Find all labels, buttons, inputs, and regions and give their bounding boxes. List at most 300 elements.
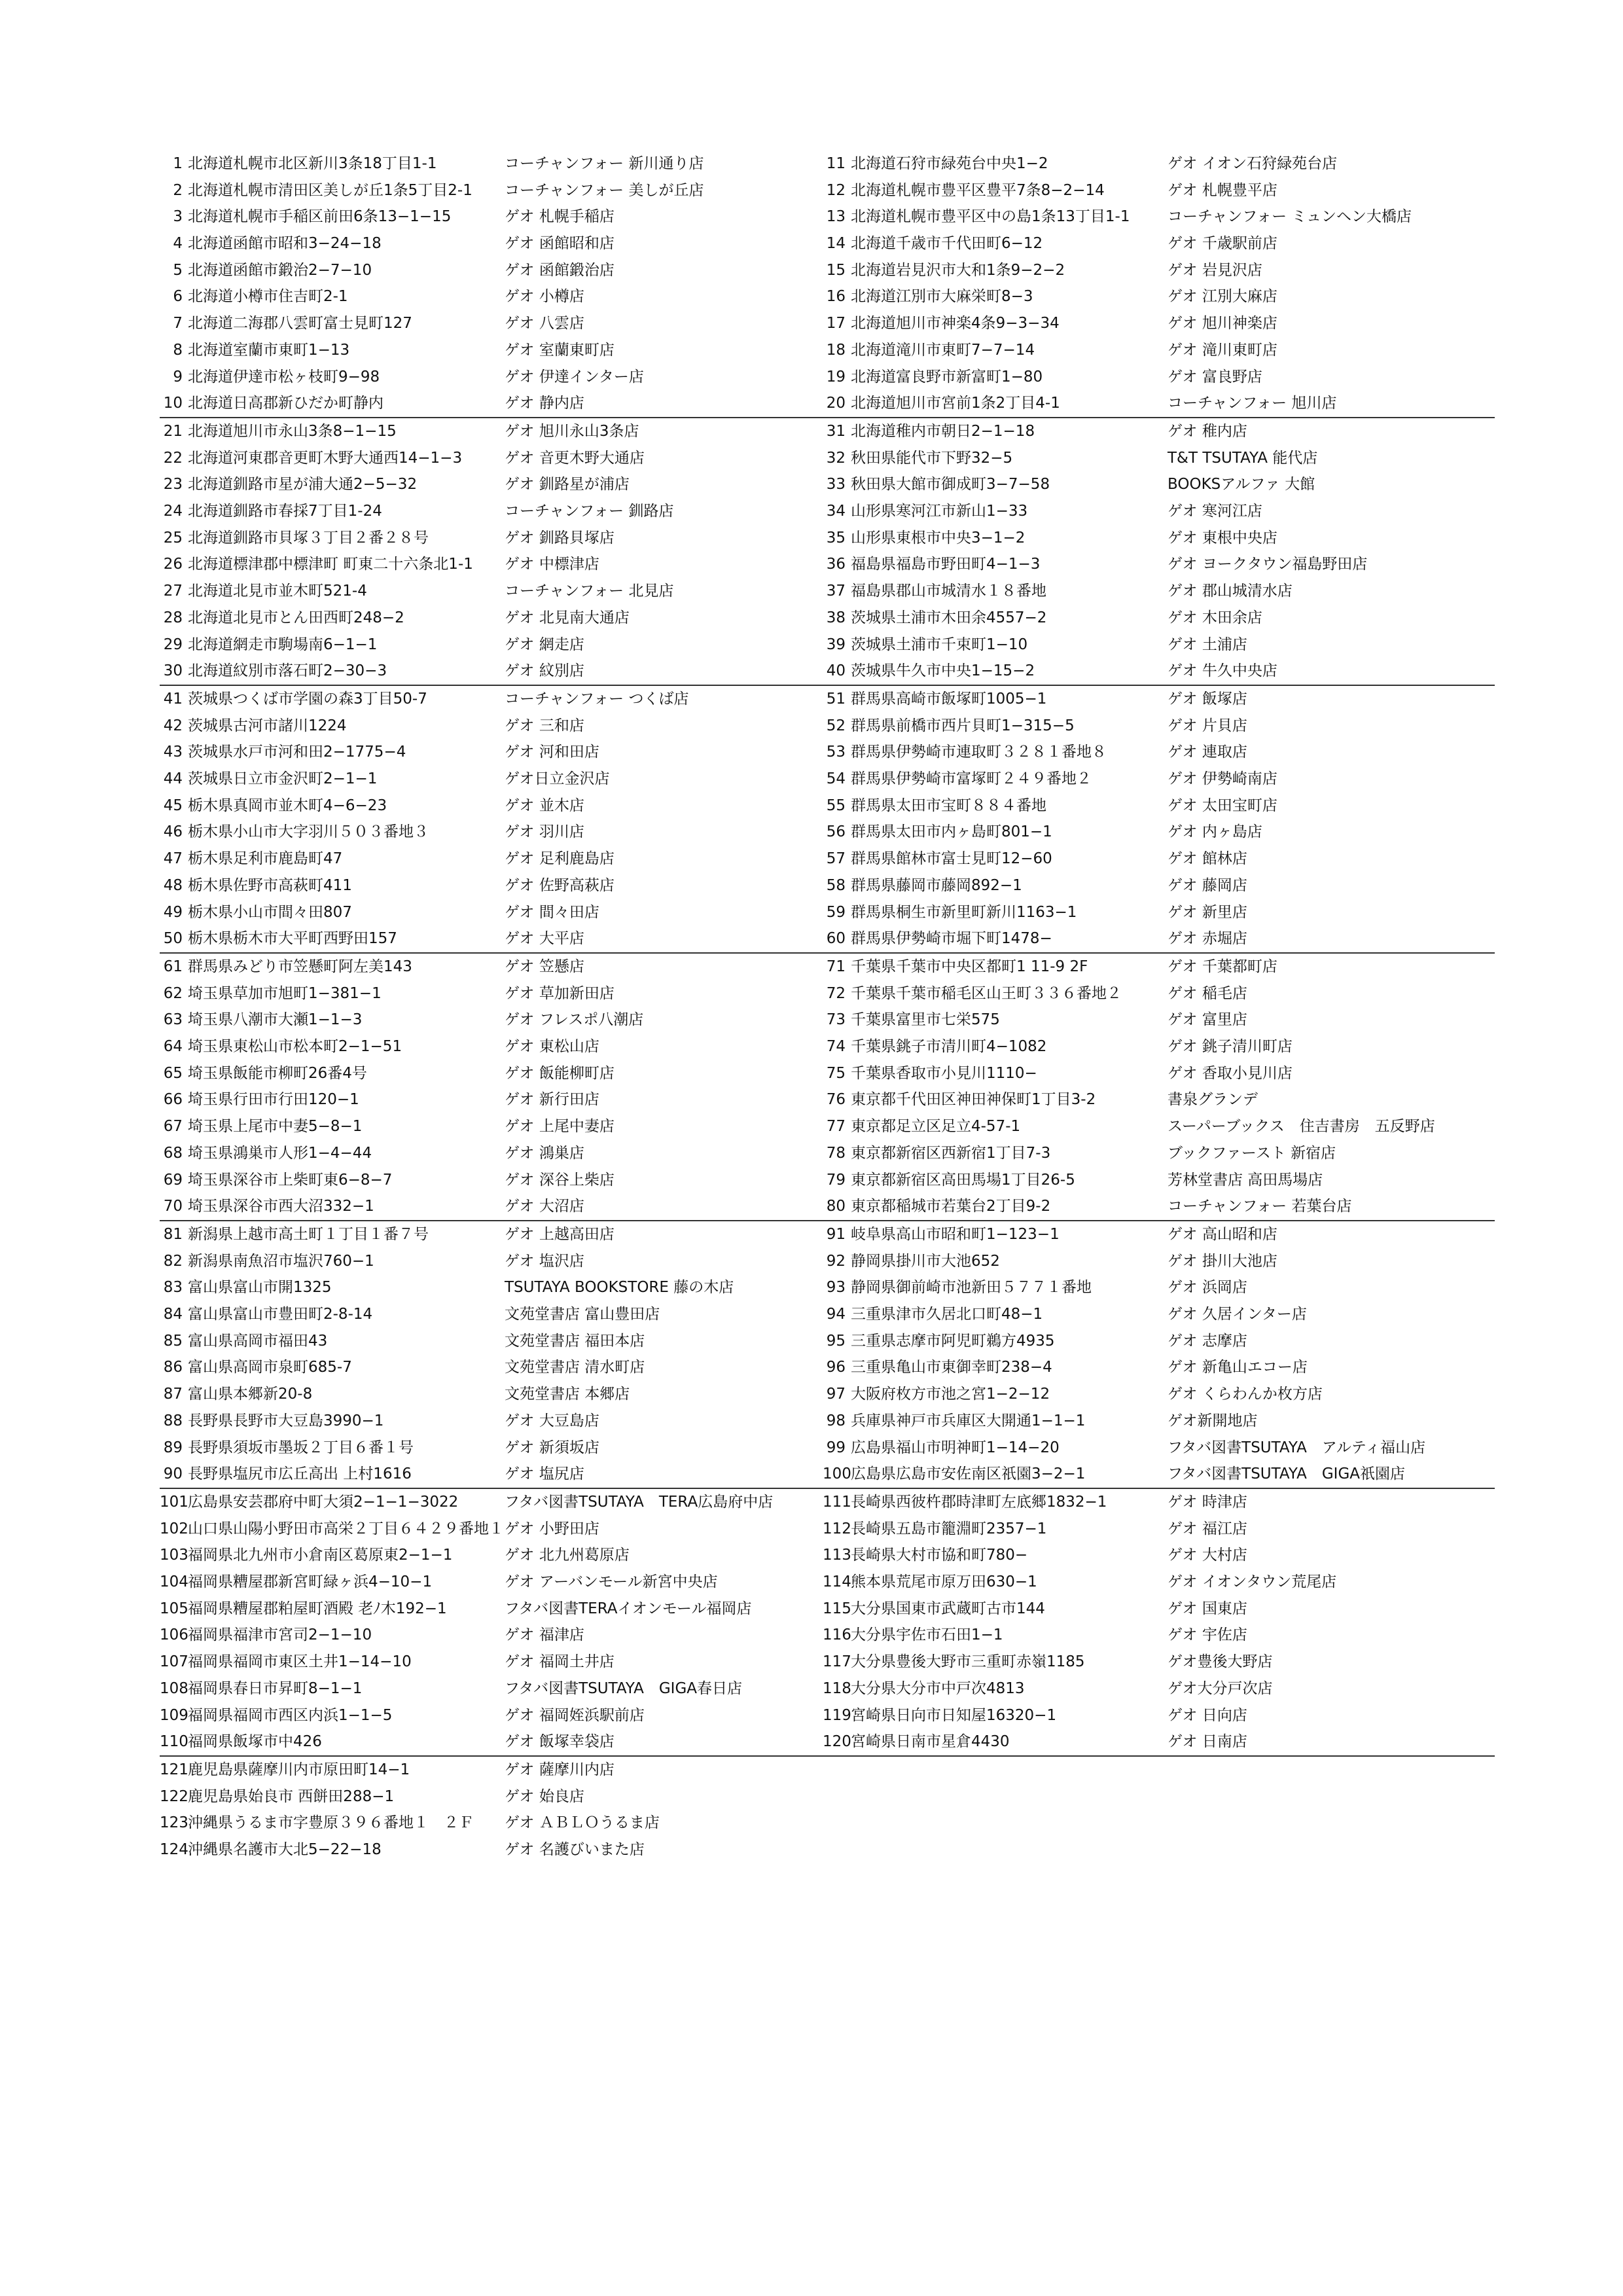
store-name: ゲオ 北九州葛原店: [505, 1547, 630, 1564]
store-address: 福岡県北九州市小倉南区葛原東2−1−1: [188, 1547, 453, 1564]
store-address: 福岡県糟屋郡粕屋町酒殿 老ﾉ木192−1: [188, 1600, 447, 1617]
store-name: フタバ図書TSUTAYA アルティ福山店: [1168, 1439, 1426, 1456]
row-number: 21: [163, 423, 183, 440]
row-number: 112: [823, 1520, 851, 1537]
store-address: 北海道伊達市松ヶ枝町9−98: [188, 368, 380, 386]
row-number: 51: [826, 691, 846, 708]
row-number: 75: [826, 1064, 846, 1082]
store-name: ゲオ 鴻巣店: [505, 1144, 584, 1162]
store-name: ゲオ 岩見沢店: [1168, 261, 1262, 279]
table-row: [160, 1167, 827, 1194]
table-row: [160, 1381, 827, 1408]
store-address: 大分県大分市中戸次4813: [851, 1679, 1025, 1697]
table-block: [160, 686, 1495, 954]
store-address: 三重県津市久居北口町48−1: [851, 1306, 1043, 1323]
left-column: [160, 151, 827, 417]
store-address: 大阪府枚方市池之宮1−2−12: [851, 1386, 1050, 1403]
row-number: 1: [173, 155, 183, 172]
store-address: 富山県富山市豊田町2-8-14: [188, 1306, 373, 1323]
store-name: ゲオ 東松山店: [505, 1038, 599, 1056]
table-row: [160, 1649, 827, 1676]
row-number: 69: [163, 1171, 183, 1189]
row-number: 9: [173, 368, 183, 386]
table-row: [160, 1810, 827, 1837]
store-address: 福岡県福津市宮司2−1−10: [188, 1626, 372, 1644]
table-row: [823, 899, 1490, 926]
store-address: 群馬県桐生市新里町新川1163−1: [851, 903, 1077, 921]
store-name: ゲオ 飯塚店: [1168, 691, 1247, 708]
store-address: 北海道稚内市朝日2−1−18: [851, 423, 1035, 440]
row-number: 45: [163, 797, 183, 814]
store-address: 千葉県富里市七栄575: [851, 1011, 1000, 1029]
table-block: [160, 1757, 1495, 1863]
table-row: [160, 1729, 827, 1755]
table-row: [160, 819, 827, 846]
store-address: 北海道釧路市星が浦大通2−5−32: [188, 476, 418, 493]
store-name: ゲオ 函館昭和店: [505, 235, 615, 253]
row-number: 50: [163, 930, 183, 948]
table-row: [823, 230, 1490, 257]
table-row: [160, 1702, 827, 1729]
row-number: 106: [160, 1626, 188, 1644]
store-name: ゲオ 銚子清川町店: [1168, 1038, 1293, 1056]
store-address: 静岡県御前崎市池新田５７７１番地: [851, 1279, 1092, 1297]
row-number: 5: [173, 261, 183, 279]
row-number: 98: [826, 1412, 846, 1429]
store-name: ゲオ 釧路星が浦店: [505, 476, 630, 493]
store-address: 茨城県土浦市千束町1−10: [851, 636, 1028, 653]
table-row: [160, 551, 827, 578]
row-number: 64: [163, 1038, 183, 1056]
row-number: 68: [163, 1144, 183, 1162]
store-address: 長崎県大村市協和町780−: [851, 1547, 1028, 1564]
store-name: ゲオ 日向店: [1168, 1706, 1247, 1724]
table-row: [160, 1274, 827, 1301]
row-number: 120: [823, 1733, 851, 1751]
store-address: 東京都足立区足立4-57-1: [851, 1118, 1021, 1136]
table-row: [823, 257, 1490, 284]
store-address: 群馬県伊勢崎市堀下町1478−: [851, 930, 1052, 948]
table-row: [823, 418, 1490, 445]
store-address: 広島県安芸郡府中町大須2−1−1−3022: [188, 1494, 459, 1511]
store-address: 北海道札幌市清田区美しが丘1条5丁目2-1: [188, 181, 473, 199]
store-address: 群馬県伊勢崎市富塚町２４９番地２: [851, 770, 1092, 788]
store-name: ブックファースト 新宿店: [1168, 1144, 1336, 1162]
left-column: [160, 1489, 827, 1755]
table-row: [160, 177, 827, 204]
store-name: ゲオ 室蘭東町店: [505, 341, 615, 359]
store-address: 長野県塩尻市広丘高出 上村1616: [188, 1465, 412, 1483]
store-name: ゲオ 高山昭和店: [1168, 1226, 1277, 1243]
table-row: [823, 872, 1490, 899]
table-row: [823, 1113, 1490, 1140]
row-number: 111: [823, 1494, 851, 1511]
store-name: ゲオ 大平店: [505, 930, 584, 948]
store-list-table: [160, 151, 1495, 1863]
table-row: [160, 632, 827, 658]
table-row: [160, 872, 827, 899]
store-address: 北海道札幌市手稲区前田6条13−1−15: [188, 208, 452, 226]
store-name: コーチャンフォー つくば店: [505, 691, 689, 708]
store-address: 富山県本郷新20-8: [188, 1386, 313, 1403]
store-name: ゲオ 伊達インター店: [505, 368, 644, 386]
store-address: 宮崎県日向市日知屋16320−1: [851, 1706, 1057, 1724]
table-row: [823, 739, 1490, 766]
table-row: [160, 283, 827, 310]
row-number: 70: [163, 1198, 183, 1215]
table-row: [160, 1676, 827, 1702]
store-name: ゲオ 草加新田店: [505, 984, 615, 1002]
store-name: ゲオ 連取店: [1168, 744, 1247, 761]
store-name: ゲオ 福岡土井店: [505, 1653, 615, 1671]
table-row: [823, 390, 1490, 417]
store-address: 北海道釧路市貝塚３丁目２番２８号: [188, 529, 429, 547]
row-number: 28: [163, 609, 183, 626]
store-address: 北海道滝川市東町7−7−14: [851, 341, 1035, 359]
store-name: ゲオ 太田宝町店: [1168, 797, 1277, 814]
table-row: [823, 1007, 1490, 1033]
store-name: ゲオ 木田余店: [1168, 609, 1262, 626]
row-number: 61: [163, 958, 183, 975]
row-number: 38: [826, 609, 846, 626]
store-name: ゲオ 網走店: [505, 636, 584, 653]
row-number: 90: [163, 1465, 183, 1483]
table-row: [823, 1596, 1490, 1623]
table-row: [160, 1086, 827, 1113]
store-address: 群馬県藤岡市藤岡892−1: [851, 876, 1022, 894]
store-address: 沖縄県うるま市字豊原３９６番地１ ２Ｆ: [188, 1814, 474, 1832]
store-name: ゲオ 滝川東町店: [1168, 341, 1277, 359]
table-row: [160, 418, 827, 445]
store-address: 大分県豊後大野市三重町赤嶺1185: [851, 1653, 1085, 1671]
table-row: [160, 686, 827, 713]
store-name: ゲオ 羽川店: [505, 823, 584, 841]
table-row: [160, 605, 827, 632]
store-name: ゲオ 八雲店: [505, 315, 584, 332]
row-number: 78: [826, 1144, 846, 1162]
table-row: [823, 1328, 1490, 1355]
store-name: ゲオ 志摩店: [1168, 1332, 1247, 1350]
row-number: 73: [826, 1011, 846, 1029]
store-address: 宮崎県日南市星倉4430: [851, 1733, 1010, 1751]
store-name: ゲオ 日南店: [1168, 1733, 1247, 1751]
store-name: ゲオ 福岡姪浜駅前店: [505, 1706, 645, 1724]
store-name: TSUTAYA BOOKSTORE 藤の木店: [505, 1279, 734, 1297]
store-address: 埼玉県上尾市中妻5−8−1: [188, 1118, 363, 1136]
store-name: コーチャンフォー 釧路店: [505, 503, 674, 520]
store-name: ゲオ 富里店: [1168, 1011, 1247, 1029]
store-address: 茨城県つくば市学園の森3丁目50-7: [188, 691, 427, 708]
row-number: 85: [163, 1332, 183, 1350]
row-number: 67: [163, 1118, 183, 1136]
store-address: 埼玉県飯能市柳町26番4号: [188, 1064, 367, 1082]
table-row: [823, 605, 1490, 632]
store-address: 静岡県掛川市大池652: [851, 1252, 1000, 1270]
table-row: [160, 1596, 827, 1623]
store-name: ゲオ 上越高田店: [505, 1226, 615, 1243]
store-address: 広島県福山市明神町1−14−20: [851, 1439, 1060, 1456]
row-number: 91: [826, 1226, 846, 1243]
table-row: [823, 283, 1490, 310]
store-address: 北海道岩見沢市大和1条9−2−2: [851, 261, 1065, 279]
left-column: [160, 954, 827, 1220]
store-name: スーパーブックス 住吉書房 五反野店: [1168, 1118, 1435, 1136]
table-row: [160, 1622, 827, 1649]
table-row: [160, 1193, 827, 1220]
row-number: 27: [163, 583, 183, 600]
store-address: 北海道小樽市住吉町2-1: [188, 288, 348, 306]
table-row: [160, 1542, 827, 1569]
store-name: コーチャンフォー 新川通り店: [505, 155, 704, 172]
store-name: ゲオ 新亀山エコー店: [1168, 1359, 1308, 1376]
store-address: 秋田県能代市下野32−5: [851, 449, 1013, 467]
store-address: 福岡県飯塚市中426: [188, 1733, 322, 1751]
store-address: 福岡県福岡市西区内浜1−1−5: [188, 1706, 393, 1724]
store-address: 三重県志摩市阿児町鵜方4935: [851, 1332, 1055, 1350]
row-number: 42: [163, 717, 183, 734]
table-row: [160, 525, 827, 552]
store-name: ゲオ 牛久中央店: [1168, 662, 1277, 680]
row-number: 63: [163, 1011, 183, 1029]
row-number: 58: [826, 876, 846, 894]
store-address: 北海道旭川市宮前1条2丁目4-1: [851, 395, 1060, 412]
row-number: 119: [823, 1706, 851, 1724]
store-name: T&T TSUTAYA 能代店: [1168, 449, 1318, 467]
row-number: 97: [826, 1386, 846, 1403]
store-address: 群馬県館林市富士見町12−60: [851, 850, 1052, 868]
store-name: 文苑堂書店 本郷店: [505, 1386, 630, 1403]
table-row: [160, 1328, 827, 1355]
table-row: [823, 1702, 1490, 1729]
store-name: ゲオ 千葉都町店: [1168, 958, 1277, 975]
store-address: 千葉県千葉市中央区都町1 11-9 2F: [851, 958, 1088, 975]
row-number: 2: [173, 181, 183, 199]
store-address: 茨城県水戸市河和田2−1775−4: [188, 744, 406, 761]
row-number: 86: [163, 1359, 183, 1376]
store-address: 福岡県糟屋郡新宮町緑ヶ浜4−10−1: [188, 1573, 433, 1591]
store-name: フタバ図書TSUTAYA GIGA春日店: [505, 1679, 743, 1697]
store-address: 福島県福島市野田町4−1−3: [851, 556, 1041, 573]
store-address: 北海道札幌市豊平区豊平7条8−2−14: [851, 181, 1105, 199]
store-name: ゲオ 中標津店: [505, 556, 599, 573]
store-address: 群馬県前橋市西片貝町1−315−5: [851, 717, 1075, 734]
row-number: 31: [826, 423, 846, 440]
table-row: [160, 1784, 827, 1810]
store-name: ゲオ 赤堀店: [1168, 930, 1247, 948]
store-address: 岐阜県高山市昭和町1−123−1: [851, 1226, 1060, 1243]
store-name: ゲオ 塩尻店: [505, 1465, 584, 1483]
store-name: ゲオ ＡＢＬＯうるま店: [505, 1814, 660, 1832]
row-number: 57: [826, 850, 846, 868]
table-row: [160, 658, 827, 685]
store-address: 新潟県南魚沼市塩沢760−1: [188, 1252, 374, 1270]
row-number: 52: [826, 717, 846, 734]
table-row: [823, 1461, 1490, 1488]
table-row: [823, 151, 1490, 177]
row-number: 16: [826, 288, 846, 306]
row-number: 29: [163, 636, 183, 653]
store-address: 新潟県上越市高土町１丁目１番７号: [188, 1226, 429, 1243]
store-name: ゲオ 大沼店: [505, 1198, 584, 1215]
table-row: [823, 713, 1490, 740]
table-block: [160, 1221, 1495, 1489]
store-name: ゲオ豊後大野店: [1168, 1653, 1273, 1671]
row-number: 15: [826, 261, 846, 279]
store-name: コーチャンフォー 若葉台店: [1168, 1198, 1352, 1215]
table-row: [823, 846, 1490, 872]
row-number: 96: [826, 1359, 846, 1376]
store-name: ゲオ 静内店: [505, 395, 584, 412]
store-name: ゲオ 始良店: [505, 1787, 584, 1805]
row-number: 19: [826, 368, 846, 386]
store-name: ゲオ 飯塚幸袋店: [505, 1733, 615, 1751]
row-number: 13: [826, 208, 846, 226]
row-number: 108: [160, 1679, 188, 1697]
table-row: [160, 364, 827, 391]
store-name: ゲオ 新里店: [1168, 903, 1247, 921]
store-name: ゲオ 千歳駅前店: [1168, 235, 1277, 253]
store-name: ゲオ 新須坂店: [505, 1439, 599, 1456]
store-address: 北海道北見市並木町521-4: [188, 583, 367, 600]
table-row: [823, 1301, 1490, 1328]
store-name: ゲオ 郡山城清水店: [1168, 583, 1293, 600]
row-number: 88: [163, 1412, 183, 1429]
right-column: [823, 418, 1490, 685]
left-column: [160, 1757, 827, 1863]
row-number: 66: [163, 1091, 183, 1109]
row-number: 82: [163, 1252, 183, 1270]
store-address: 栃木県小山市間々田807: [188, 903, 352, 921]
row-number: 36: [826, 556, 846, 573]
store-address: 富山県高岡市福田43: [188, 1332, 328, 1350]
row-number: 84: [163, 1306, 183, 1323]
store-address: 北海道函館市鍛治2−7−10: [188, 261, 372, 279]
store-address: 埼玉県深谷市西大沼332−1: [188, 1198, 374, 1215]
store-name: ゲオ 函館鍛治店: [505, 261, 615, 279]
table-block: [160, 418, 1495, 686]
store-address: 長崎県西彼杵郡時津町左底郷1832−1: [851, 1494, 1107, 1511]
table-row: [823, 1086, 1490, 1113]
table-row: [823, 1435, 1490, 1462]
store-name: ゲオ 稲毛店: [1168, 984, 1247, 1002]
table-row: [160, 337, 827, 364]
table-row: [823, 1542, 1490, 1569]
store-name: コーチャンフォー 旭川店: [1168, 395, 1337, 412]
store-name: ゲオ 札幌豊平店: [1168, 181, 1277, 199]
table-row: [160, 713, 827, 740]
table-row: [823, 658, 1490, 685]
store-address: 山口県山陽小野田市高栄２丁目６４２９番地１: [188, 1520, 504, 1537]
table-row: [823, 1649, 1490, 1676]
store-address: 北海道網走市駒場南6−1−1: [188, 636, 378, 653]
store-address: 三重県亀山市東御幸町238−4: [851, 1359, 1052, 1376]
row-number: 6: [173, 288, 183, 306]
store-name: ゲオ 旭川神楽店: [1168, 315, 1277, 332]
store-name: ゲオ 寒河江店: [1168, 503, 1262, 520]
right-column: [823, 686, 1490, 952]
store-address: 埼玉県東松山市松本町2−1−51: [188, 1038, 402, 1056]
table-row: [823, 766, 1490, 793]
store-name: コーチャンフォー 北見店: [505, 583, 674, 600]
table-row: [823, 1408, 1490, 1435]
table-row: [160, 846, 827, 872]
store-name: ゲオ 北見南大通店: [505, 609, 630, 626]
right-column: [823, 954, 1490, 1220]
store-address: 富山県高岡市泉町685-7: [188, 1359, 352, 1376]
row-number: 89: [163, 1439, 183, 1456]
table-row: [823, 310, 1490, 337]
store-address: 富山県富山市開1325: [188, 1279, 332, 1297]
table-row: [823, 364, 1490, 391]
store-address: 長野県須坂市墨坂２丁目６番１号: [188, 1439, 414, 1456]
store-name: ゲオ 香取小見川店: [1168, 1064, 1293, 1082]
store-address: 北海道二海郡八雲町富士見町127: [188, 315, 412, 332]
table-row: [160, 1461, 827, 1488]
row-number: 71: [826, 958, 846, 975]
table-row: [160, 204, 827, 230]
store-name: ゲオ 河和田店: [505, 744, 599, 761]
table-row: [823, 1729, 1490, 1755]
store-address: 北海道河東郡音更町木野大通西14−1−3: [188, 449, 463, 467]
store-name: ゲオ イオン石狩緑苑台店: [1168, 155, 1338, 172]
table-row: [160, 1140, 827, 1167]
store-address: 北海道日高郡新ひだか町静内: [188, 395, 383, 412]
table-row: [823, 1676, 1490, 1702]
store-address: 群馬県太田市内ヶ島町801−1: [851, 823, 1052, 841]
store-name: ゲオ 音更木野大通店: [505, 449, 645, 467]
store-address: 千葉県銚子市清川町4−1082: [851, 1038, 1047, 1056]
store-address: 東京都稲城市若葉台2丁目9-2: [851, 1198, 1051, 1215]
table-block: [160, 954, 1495, 1221]
right-column: [823, 1489, 1490, 1755]
store-address: 山形県東根市中央3−1−2: [851, 529, 1026, 547]
row-number: 79: [826, 1171, 846, 1189]
row-number: 99: [826, 1439, 846, 1456]
store-name: ゲオ フレスポ八潮店: [505, 1011, 644, 1029]
store-address: 北海道室蘭市東町1−13: [188, 341, 350, 359]
row-number: 92: [826, 1252, 846, 1270]
table-row: [823, 1622, 1490, 1649]
table-row: [160, 1113, 827, 1140]
store-address: 群馬県太田市宝町８８４番地: [851, 797, 1046, 814]
store-name: ゲオ 小樽店: [505, 288, 584, 306]
table-row: [160, 445, 827, 472]
store-name: ゲオ アーバンモール新宮中央店: [505, 1573, 718, 1591]
store-name: ゲオ 笠懸店: [505, 958, 584, 975]
store-name: ゲオ 片貝店: [1168, 717, 1247, 734]
table-row: [823, 632, 1490, 658]
row-number: 20: [826, 395, 846, 412]
left-column: [160, 1221, 827, 1488]
left-column: [160, 418, 827, 685]
row-number: 123: [160, 1814, 188, 1832]
table-row: [823, 793, 1490, 819]
store-name: ゲオ 藤岡店: [1168, 876, 1247, 894]
store-name: ゲオ 福津店: [505, 1626, 584, 1644]
table-row: [160, 1007, 827, 1033]
store-address: 東京都千代田区神田神保町1丁目3-2: [851, 1091, 1096, 1109]
store-address: 栃木県小山市大字羽川５０３番地３: [188, 823, 429, 841]
store-name: ゲオ 名護びいまた店: [505, 1841, 645, 1859]
store-address: 北海道紋別市落石町2−30−3: [188, 662, 387, 680]
row-number: 121: [160, 1761, 188, 1778]
row-number: 65: [163, 1064, 183, 1082]
store-address: 北海道函館市昭和3−24−18: [188, 235, 382, 253]
row-number: 59: [826, 903, 846, 921]
table-row: [823, 525, 1490, 552]
table-row: [160, 925, 827, 952]
row-number: 76: [826, 1091, 846, 1109]
